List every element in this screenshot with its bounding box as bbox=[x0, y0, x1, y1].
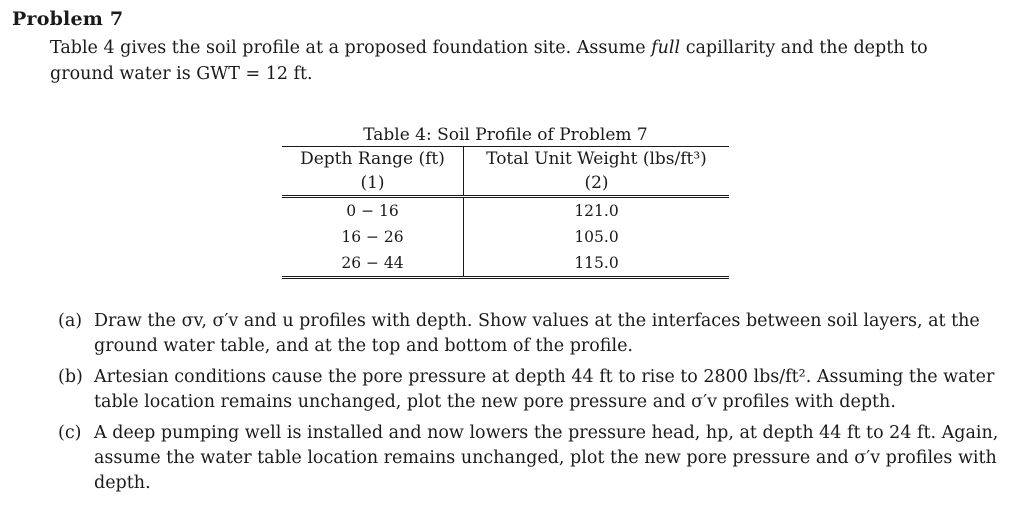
intro-emphasis: full bbox=[651, 38, 681, 58]
table-bottom-rule bbox=[282, 278, 729, 282]
part-a-text: Draw the σv, σ′v and u profiles with depth. Show values at the interfaces between soil layers, at the ground water table, and at the top and bottom of the profile. bbox=[94, 311, 980, 356]
problem-intro bbox=[50, 35, 1010, 87]
table-row bbox=[282, 250, 729, 278]
bottom-rule-cell bbox=[282, 278, 464, 282]
part-a bbox=[58, 309, 1003, 359]
table-row bbox=[282, 224, 729, 250]
soil-profile-table-block bbox=[282, 124, 729, 281]
part-b bbox=[58, 365, 1003, 415]
part-c-label: (c) bbox=[58, 423, 82, 443]
problem-heading: Problem 7 bbox=[12, 8, 124, 30]
bottom-rule-cell bbox=[464, 278, 730, 282]
header-depth-range: Depth Range (ft) bbox=[282, 147, 464, 172]
depth-cell: 26 − 44 bbox=[282, 250, 464, 278]
intro-line-1-end: capillarity and the depth to bbox=[680, 38, 928, 58]
depth-cell: 0 − 16 bbox=[282, 197, 464, 225]
subheader-1: (1) bbox=[282, 171, 464, 197]
part-b-text: Artesian conditions cause the pore pressure at depth 44 ft to rise to 2800 lbs/ft². Assuming the water table location remains unchanged, plot the new pore pressure and σ′v profiles with depth. bbox=[94, 367, 995, 412]
question-parts bbox=[58, 309, 1003, 502]
subheader-2: (2) bbox=[464, 171, 730, 197]
part-c bbox=[58, 421, 1003, 496]
weight-cell: 105.0 bbox=[574, 228, 619, 246]
table-header-row bbox=[282, 147, 729, 172]
header-unit-weight: Total Unit Weight (lbs/ft³) bbox=[486, 149, 707, 169]
table-subheader-row bbox=[282, 171, 729, 197]
intro-line-2: ground water is GWT = 12 ft. bbox=[50, 64, 313, 84]
part-a-label: (a) bbox=[58, 311, 83, 331]
table-caption: Table 4: Soil Profile of Problem 7 bbox=[363, 125, 648, 145]
part-c-text: A deep pumping well is installed and now lowers the pressure head, hp, at depth 44 ft to 24 ft. Again, assume the water table location remains unchanged, plot the new pore pressure and σ′v profiles with depth. bbox=[94, 423, 999, 493]
table-row bbox=[282, 197, 729, 225]
soil-profile-table bbox=[282, 146, 729, 281]
part-b-label: (b) bbox=[58, 367, 83, 387]
intro-line-1-text: Table 4 gives the soil profile at a proposed foundation site. Assume bbox=[50, 38, 652, 58]
weight-cell: 115.0 bbox=[574, 254, 619, 272]
depth-cell: 16 − 26 bbox=[282, 224, 464, 250]
weight-cell: 121.0 bbox=[574, 202, 619, 220]
intro-line-1 bbox=[50, 35, 1010, 61]
